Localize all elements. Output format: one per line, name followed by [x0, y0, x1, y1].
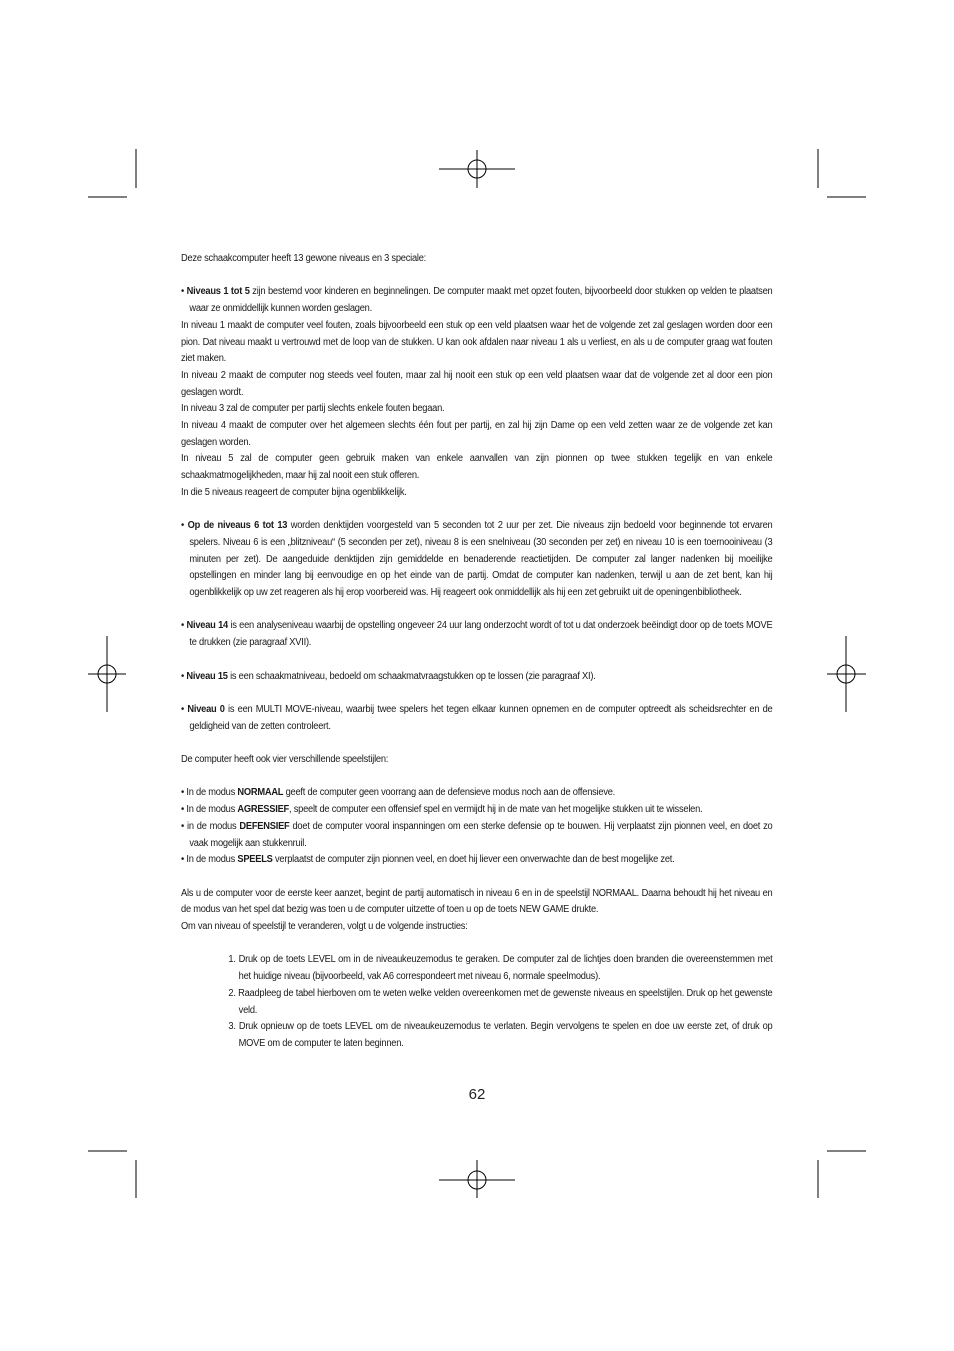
level-1-text: In niveau 1 maakt de computer veel fouten, zoals bijvoorbeeld een stuk op een veld plaatsen waar het de volgende zet zal geslagen worden door een pion. Dat niveau maakt u vertrouwd met de loop van de stukken. U kan ook afdalen naar niveau 1 als u verliest, en als u de computer graag wat fouten ziet maken.: [181, 319, 773, 365]
intro-text: Deze schaakcomputer heeft 13 gewone niveaus en 3 speciale:: [181, 253, 427, 264]
bullet-glyph: •: [181, 703, 185, 715]
style-description: , speelt de computer een offensief spel en vermijdt hij in de mate van het mogelijke stukken uit te wisselen.: [289, 804, 703, 816]
page-number: 62: [468, 1086, 486, 1103]
level-4-text: In niveau 4 maakt de computer over het algemeen slechts één fout per partij, en zal hij zijn Dame op een veld zetten waar ze de volgende zet kan geslagen worden.: [181, 420, 773, 448]
style-prefix: • In de modus: [181, 787, 238, 799]
style-description: verplaatst de computer zijn pionnen veel, en doet hij liever een onverwachte dan de best mogelijke zet.: [272, 854, 675, 866]
styles-intro-text: De computer heeft ook vier verschillende speelstijlen:: [181, 754, 389, 765]
style-description: doet de computer vooral inspanningen om een sterke defensie op te bouwen. Hij verplaatst zijn pionnen veel, en doet zo vaak mogelijk aan stukkenruil.: [189, 820, 773, 849]
level-14-text: is een analyseniveau waarbij de opstelling ongeveer 24 uur lang onderzocht wordt of tot u dat onderzoek beëindigt door op de toets MOVE te drukken (zie paragraaf XVII).: [189, 620, 773, 649]
style-speels: [181, 852, 772, 869]
instruction-step: 3. Druk opnieuw op de toets LEVEL om de niveaukeuzemodus te verlaten. Begin vervolgens te spelen en doe uw eerste zet, of druk op MOVE om de computer te laten beginnen.: [228, 1021, 773, 1049]
style-prefix: • In de modus: [181, 804, 238, 816]
bullet-glyph: •: [181, 620, 185, 632]
bullet-glyph: •: [181, 670, 185, 682]
style-normaal: [181, 785, 772, 802]
instruction-step: 1. Druk op de toets LEVEL om in de niveaukeuzemodus te geraken. De computer zal de lichtjes doen branden die overeenstemmen met het huidige niveau (bijvoorbeeld, vak A6 correspondeert met niveau 6, normale speelmodus).: [228, 954, 773, 983]
levels-1-5-heading: Niveaus 1 tot 5: [186, 286, 250, 298]
bullet-glyph: •: [181, 286, 185, 298]
style-name: AGRESSIEF: [237, 804, 290, 816]
startup-behaviour-text: Als u de computer voor de eerste keer aanzet, begint de partij automatisch in niveau 6 en in de speelstijl NORMAAL. Daarna behoudt hij het niveau en de modus van het spel dat bezig was toen u de computer uitzette of toen u op de toets NEW GAME drukte.: [181, 887, 773, 916]
instructions-intro-text: Om van niveau of speelstijl te veranderen, volgt u de volgende instructies:: [181, 921, 468, 932]
levels-6-13-bullet: [181, 518, 772, 602]
style-name: SPEELS: [237, 854, 273, 866]
level-3-text: In niveau 3 zal de computer per partij slechts enkele fouten begaan.: [181, 403, 445, 415]
level-5-text: In niveau 5 zal de computer geen gebruik maken van enkele aanvallen van zijn pionnen op twee stukken tegelijk en van enkele schaakmatmogelijkheden, maar hij zal nooit een stuk offeren.: [181, 453, 773, 482]
style-prefix: • in de modus: [181, 820, 240, 832]
level-14-bullet: [181, 618, 772, 651]
levels-6-13-text: worden denktijden voorgesteld van 5 seconden tot 2 uur per zet. Die niveaus zijn bedoeld voor beginnende tot ervaren spelers. Niveau 6 is een „blitzniveau“ (5 seconden per zet), niveau 8 is een snelniveau (30 seconden per zet) en niveau 10 is een toernooiniveau (3 minuten per zet). De aangeduide denktijden zijn gemiddelde en benaderende reactietijden. De computer zal langer nadenken bij moeilijke opstellingen en minder lang bij eenvoudige en op het einde van de partij. Omdat de computer kan nadenken, terwijl u aan de zet bent, kan hij ogenblikkelijk op uw zet reageren als hij erop voorbereid was. Hij reageert ook onmiddellijk als hij een zet gebruikt uit de openingenbibliotheek.: [189, 520, 773, 599]
style-defensief: [181, 819, 772, 852]
style-agressief: [181, 802, 772, 819]
level-14-heading: Niveau 14: [186, 620, 228, 632]
level-0-heading: Niveau 0: [187, 703, 225, 715]
style-description: geeft de computer geen voorrang aan de defensieve modus noch aan de offensieve.: [283, 787, 616, 799]
level-15-text: is een schaakmatniveau, bedoeld om schaakmatvraagstukken op te lossen (zie paragraaf XI).: [227, 670, 596, 682]
level-0-bullet: [181, 702, 772, 735]
levels-1-5-bullet: [181, 284, 772, 317]
levels-6-13-heading: Op de niveaus 6 tot 13: [187, 520, 288, 532]
style-name: NORMAAL: [237, 787, 284, 799]
manual-body: [181, 251, 772, 1053]
level-15-bullet: [181, 669, 772, 686]
levels-summary-text: In die 5 niveaus reageert de computer bijna ogenblikkelijk.: [181, 486, 407, 498]
level-15-heading: Niveau 15: [186, 670, 228, 682]
levels-1-5-text: zijn bestemd voor kinderen en beginnelingen. De computer maakt met opzet fouten, bijvoorbeeld door stukken op velden te plaatsen waar ze onmiddellijk kunnen worden geslagen.: [189, 286, 773, 315]
style-prefix: • In de modus: [181, 854, 238, 866]
style-name: DEFENSIEF: [239, 820, 290, 832]
instruction-step: 2. Raadpleeg de tabel hierboven om te weten welke velden overeenkomen met de gewenste niveaus en speelstijlen. Druk op het gewenste veld.: [228, 987, 773, 1016]
bullet-glyph: •: [181, 520, 185, 532]
instruction-steps: [181, 952, 772, 1052]
level-2-text: In niveau 2 maakt de computer nog steeds veel fouten, maar zal hij nooit een stuk op een veld plaatsen waar dat de volgende zet al door een pion geslagen wordt.: [181, 369, 773, 398]
level-0-text: is een MULTI MOVE-niveau, waarbij twee spelers het tegen elkaar kunnen opnemen en de computer optreedt als scheidsrechter en de geldigheid van de zetten controleert.: [189, 703, 773, 732]
